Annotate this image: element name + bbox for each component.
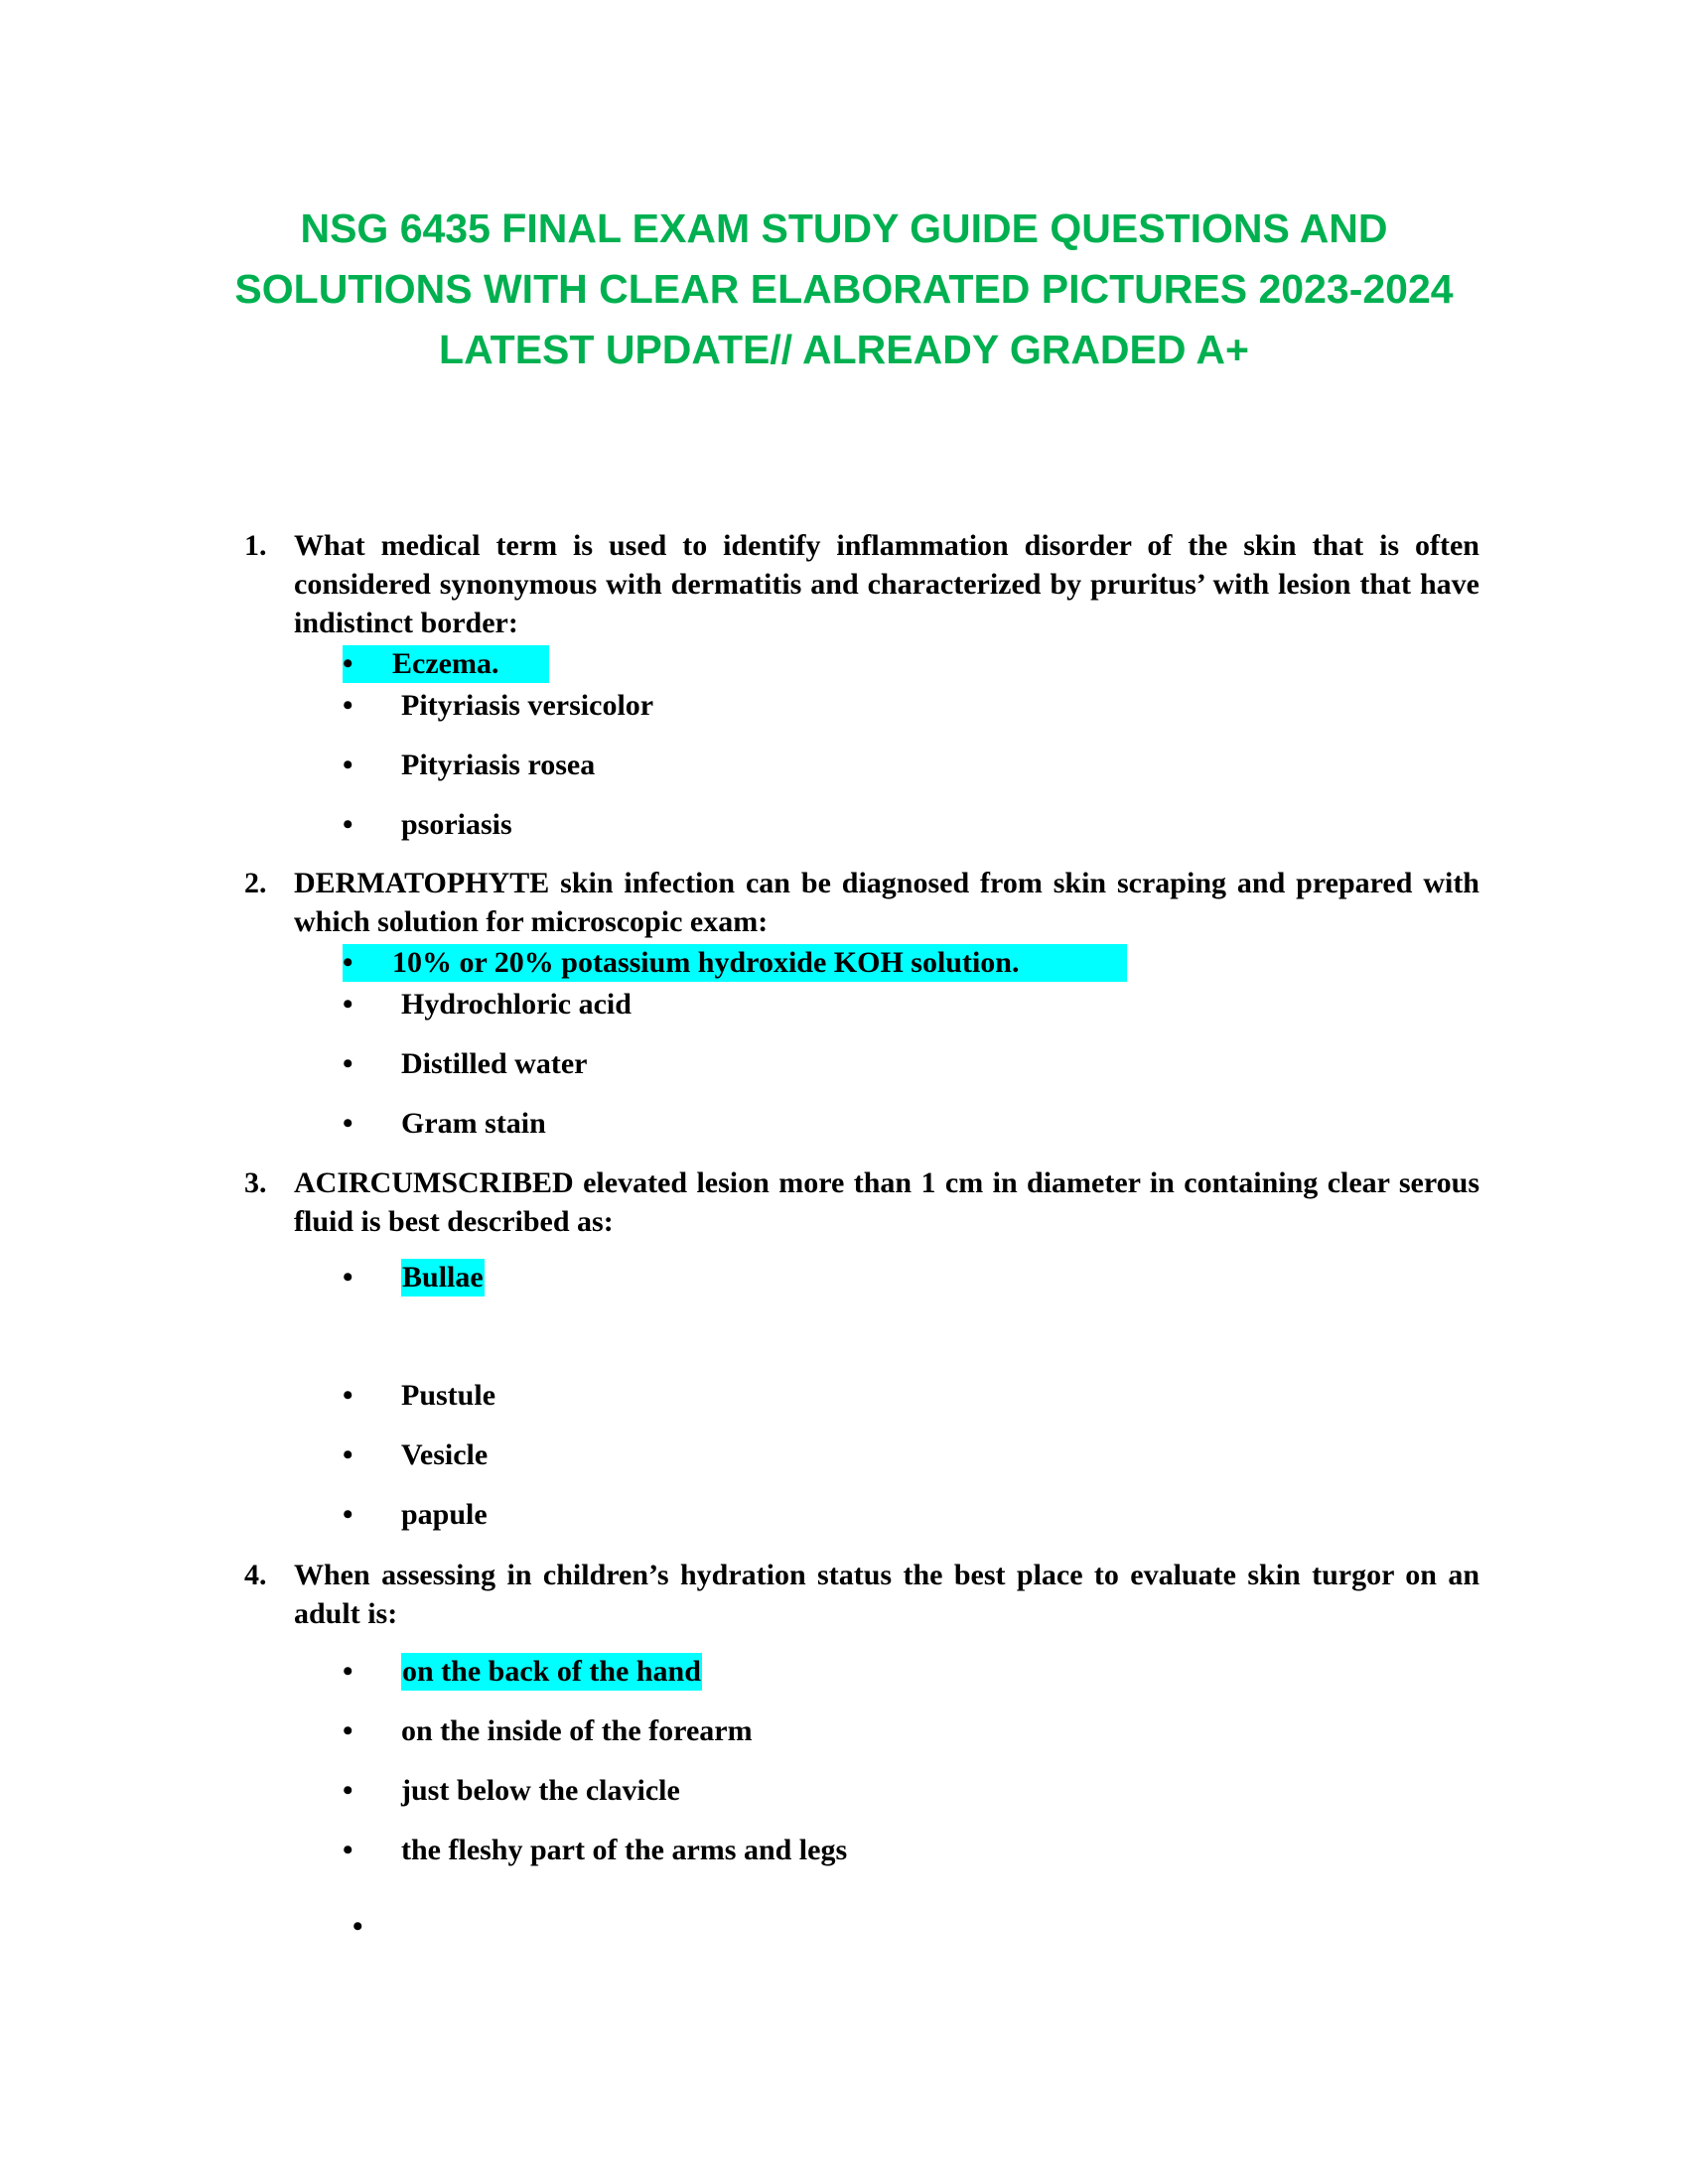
question-text: ACIRCUMSCRIBED elevated lesion more than 1 cm in diameter in containing clear serous fluid is best described as: (294, 1166, 1479, 1238)
option-label: Distilled water (401, 1047, 588, 1080)
question-number: 2. (244, 867, 267, 899)
bullet-icon: • (343, 988, 353, 1021)
empty-bullet-icon: • (352, 1910, 363, 1943)
bullet-icon: • (343, 1107, 353, 1140)
question-number: 1. (244, 529, 267, 562)
bullet-icon: • (343, 749, 353, 781)
bullet-icon: • (343, 1438, 353, 1471)
bullet-icon: • (343, 689, 353, 722)
option-label: papule (401, 1498, 488, 1531)
option-label: the fleshy part of the arms and legs (401, 1834, 848, 1866)
bullet-icon: • (343, 647, 353, 680)
question-3 (244, 1163, 1479, 1241)
bullet-icon: • (343, 1774, 353, 1807)
option-label: Hydrochloric acid (401, 988, 632, 1021)
option-label: Pustule (401, 1379, 496, 1412)
question-number: 3. (244, 1166, 267, 1199)
bullet-icon: • (343, 808, 353, 841)
option-label: Pityriasis rosea (401, 749, 596, 781)
option-label: Eczema. (392, 647, 499, 680)
bullet-icon: • (343, 1047, 353, 1080)
option-label: Vesicle (401, 1438, 489, 1471)
question-1 (244, 526, 1479, 642)
answer-option-correct (343, 944, 1127, 982)
question-text: DERMATOPHYTE skin infection can be diagnosed from skin scraping and prepared with which solution for microscopic exam: (294, 867, 1479, 938)
option-label: Pityriasis versicolor (401, 689, 654, 722)
option-label: on the inside of the forearm (401, 1714, 753, 1747)
document-title: NSG 6435 FINAL EXAM STUDY GUIDE QUESTIONS AND SOLUTIONS WITH CLEAR ELABORATED PICTURES 2023-2024 LATEST UPDATE// ALREADY GRADED A+ (234, 205, 1454, 372)
option-label: psoriasis (401, 808, 512, 841)
question-text: What medical term is used to identify inflammation disorder of the skin that is often considered synonymous with dermatitis and characterized by pruritus’ with lesion that have indistinct border: (294, 529, 1479, 639)
bullet-icon: • (343, 1655, 353, 1688)
option-label: Bullae (401, 1259, 485, 1297)
option-label: 10% or 20% potassium hydroxide KOH solution. (392, 946, 1020, 979)
bullet-icon: • (343, 1834, 353, 1866)
bullet-icon: • (343, 1379, 353, 1412)
answer-option-correct (343, 645, 549, 683)
option-label: just below the clavicle (401, 1774, 680, 1807)
bullet-icon: • (343, 1498, 353, 1531)
question-2 (244, 864, 1479, 941)
bullet-icon: • (343, 1261, 353, 1294)
option-label: on the back of the hand (401, 1653, 702, 1691)
question-text: When assessing in children’s hydration status the best place to evaluate skin turgor on an adult is: (294, 1559, 1479, 1630)
bullet-icon: • (343, 1714, 353, 1747)
option-label: Gram stain (401, 1107, 546, 1140)
question-number: 4. (244, 1559, 267, 1591)
question-4 (244, 1556, 1479, 1633)
bullet-icon: • (343, 946, 353, 979)
